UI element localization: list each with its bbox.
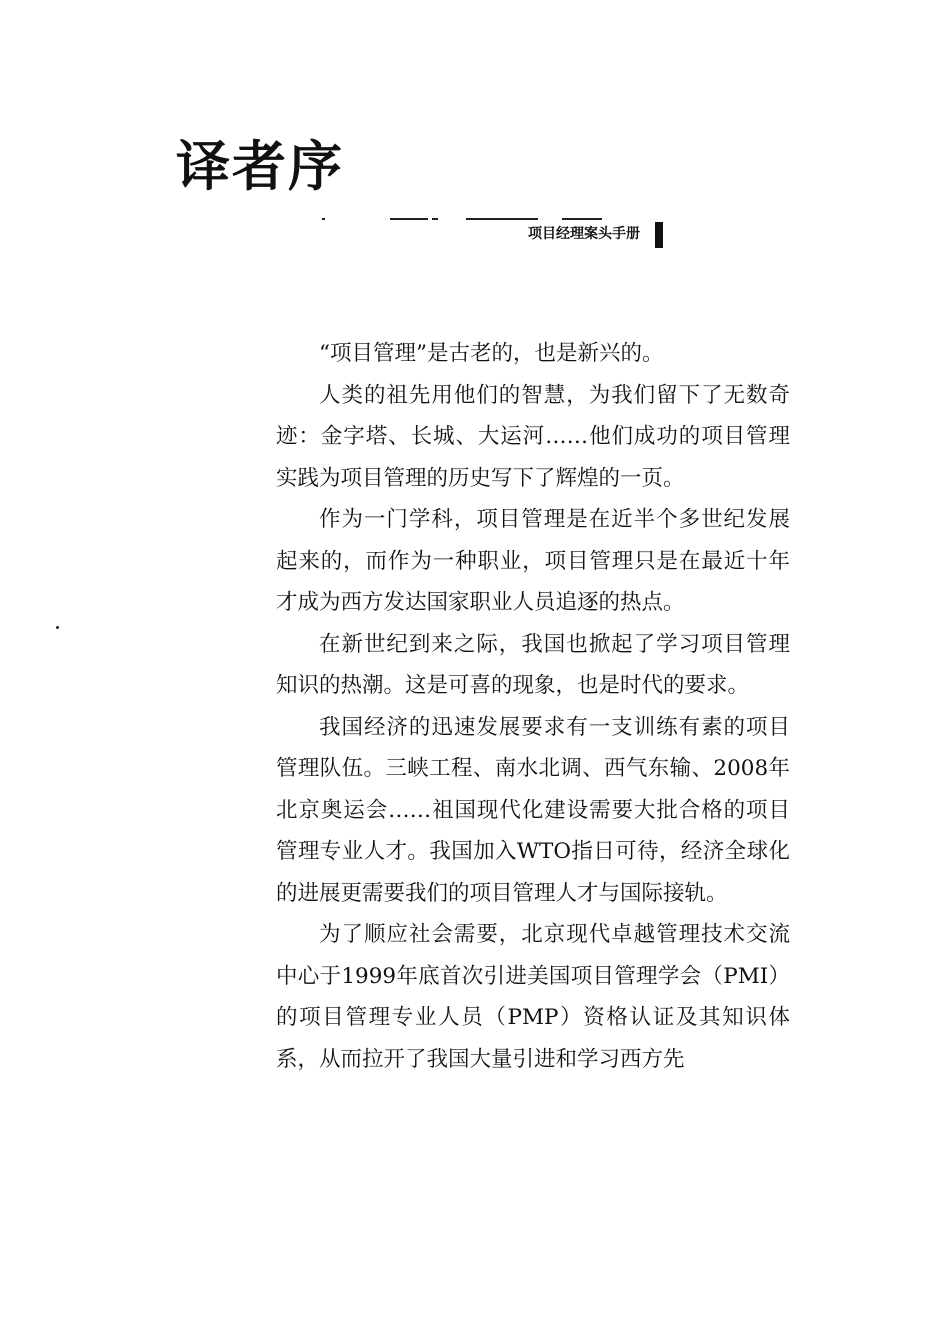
paragraph: “项目管理”是古老的，也是新兴的。 [319, 341, 664, 366]
paragraph: 为了顺应社会需要，北京现代卓越管理技术交流中心于1999年底首次引进美国项目管理学会（PMI）的项目管理专业人员（PMP）资格认证及其知识体系，从而拉开了我国大量引进和学习西方先 [276, 922, 790, 1072]
chapter-title: 译者序 [176, 135, 344, 198]
running-head: 项目经理案头手册 [528, 226, 640, 242]
paragraph: 人类的祖先用他们的智慧，为我们留下了无数奇迹：金字塔、长城、大运河……他们成功的项目管理实践为项目管理的历史写下了辉煌的一页。 [276, 382, 790, 491]
running-head-marker [655, 222, 663, 248]
paragraph: 我国经济的迅速发展要求有一支训练有素的项目管理队伍。三峡工程、南水北调、西气东输、2008年北京奥运会……祖国现代化建设需要大批合格的项目管理专业人才。我国加入WTO指日可待，经济全球化的进展更需要我们的项目管理人才与国际接轨。 [276, 714, 790, 906]
paragraph: 作为一门学科，项目管理是在近半个多世纪发展起来的，而作为一种职业，项目管理只是在最近十年才成为西方发达国家职业人员追逐的热点。 [276, 507, 790, 615]
body-text [276, 333, 790, 1080]
scan-speck [56, 626, 59, 629]
paragraph: 在新世纪到来之际，我国也掀起了学习项目管理知识的热潮。这是可喜的现象，也是时代的要求。 [276, 631, 790, 698]
